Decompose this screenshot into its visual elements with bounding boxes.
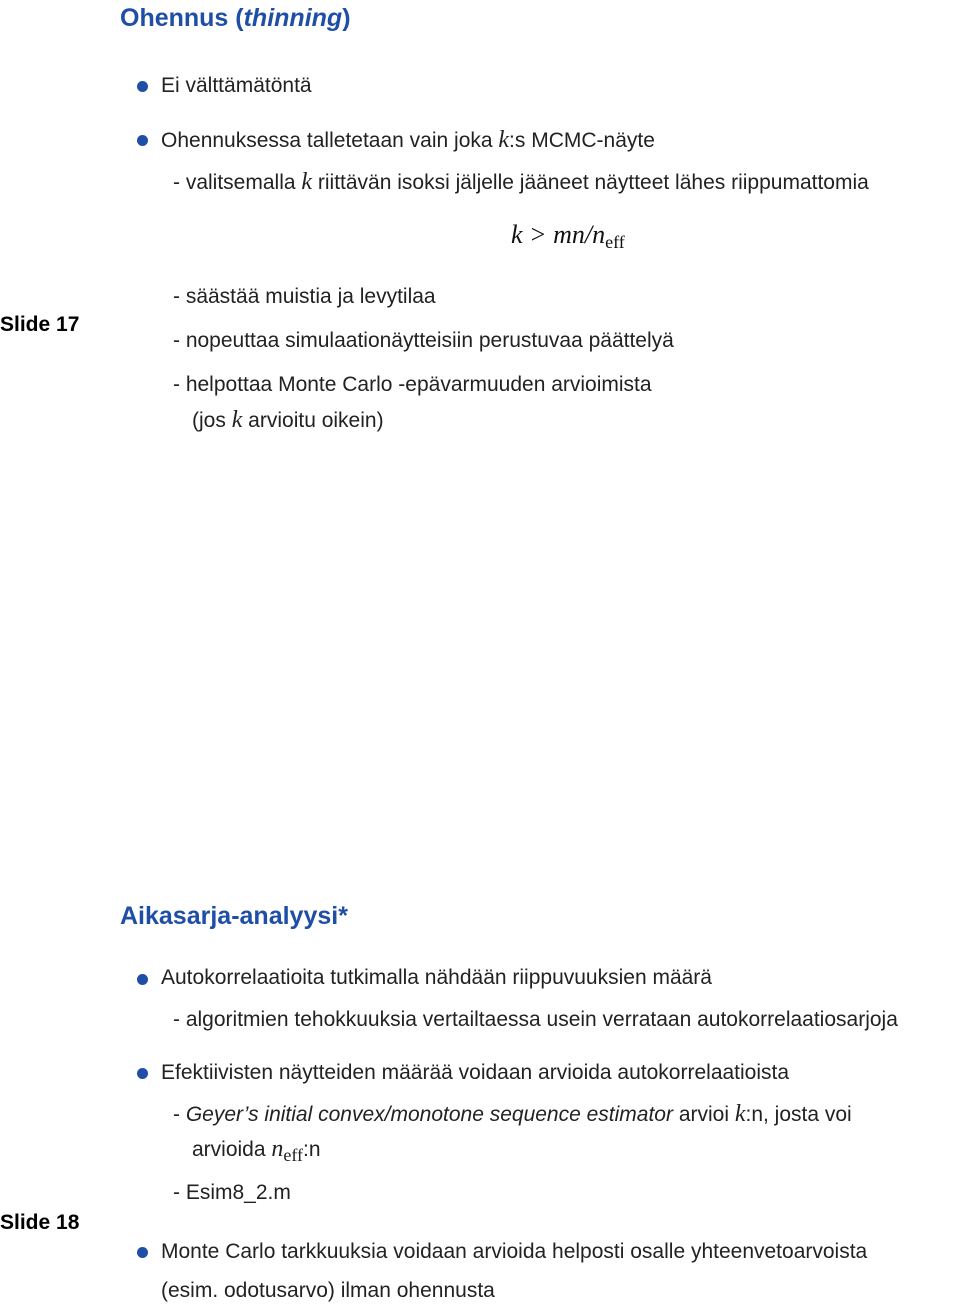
slide18-sub-2b: arvioida neff:n: [192, 1136, 321, 1165]
bullet-dot-icon: [137, 81, 148, 92]
slide18-sub-2: - Geyer’s initial convex/monotone sequence estimator arvioi k:n, josta voi: [173, 1101, 852, 1127]
slide17-sub-4b: (jos k arvioitu oikein): [192, 407, 384, 433]
slide17-bullet-2: Ohennuksessa talletetaan vain joka k:s MCMC-näyte: [161, 127, 655, 153]
slide18-bullet-1: Autokorrelaatioita tutkimalla nähdään riippuvuuksien määrä: [161, 966, 712, 989]
slide17-title: Ohennus (thinning): [120, 4, 351, 32]
slide18-label: Slide 18: [0, 1211, 80, 1234]
slide18-sub-3: - Esim8_2.m: [173, 1181, 291, 1204]
slide17-sub-3: - nopeuttaa simulaationäytteisiin perustuvaa päättelyä: [173, 329, 674, 352]
slide18-title: Aikasarja-analyysi*: [120, 902, 348, 930]
slide17-bullet-1: Ei välttämätöntä: [161, 74, 312, 97]
slide17-sub-1: - valitsemalla k riittävän isoksi jäljelle jääneet näytteet lähes riippumattomia: [173, 169, 869, 195]
slide17-sub-4: - helpottaa Monte Carlo -epävarmuuden arvioimista: [173, 373, 652, 396]
slide17-sub-2: - säästää muistia ja levytilaa: [173, 285, 436, 308]
bullet-dot-icon: [137, 135, 148, 146]
bullet-dot-icon: [137, 974, 148, 985]
slide18-bullet-3b: (esim. odotusarvo) ilman ohennusta: [161, 1279, 495, 1302]
bullet-dot-icon: [137, 1068, 148, 1079]
slide18-sub-1: - algoritmien tehokkuuksia vertailtaessa usein verrataan autokorrelaatiosarjoja: [173, 1008, 898, 1031]
bullet-dot-icon: [137, 1247, 148, 1258]
thinning-formula: k > mn/neff: [511, 220, 625, 252]
slide18-bullet-2: Efektiivisten näytteiden määrää voidaan arvioida autokorrelaatioista: [161, 1061, 790, 1084]
slide18-bullet-3: Monte Carlo tarkkuuksia voidaan arvioida helposti osalle yhteenvetoarvoista: [161, 1240, 868, 1263]
slide17-label: Slide 17: [0, 313, 80, 336]
